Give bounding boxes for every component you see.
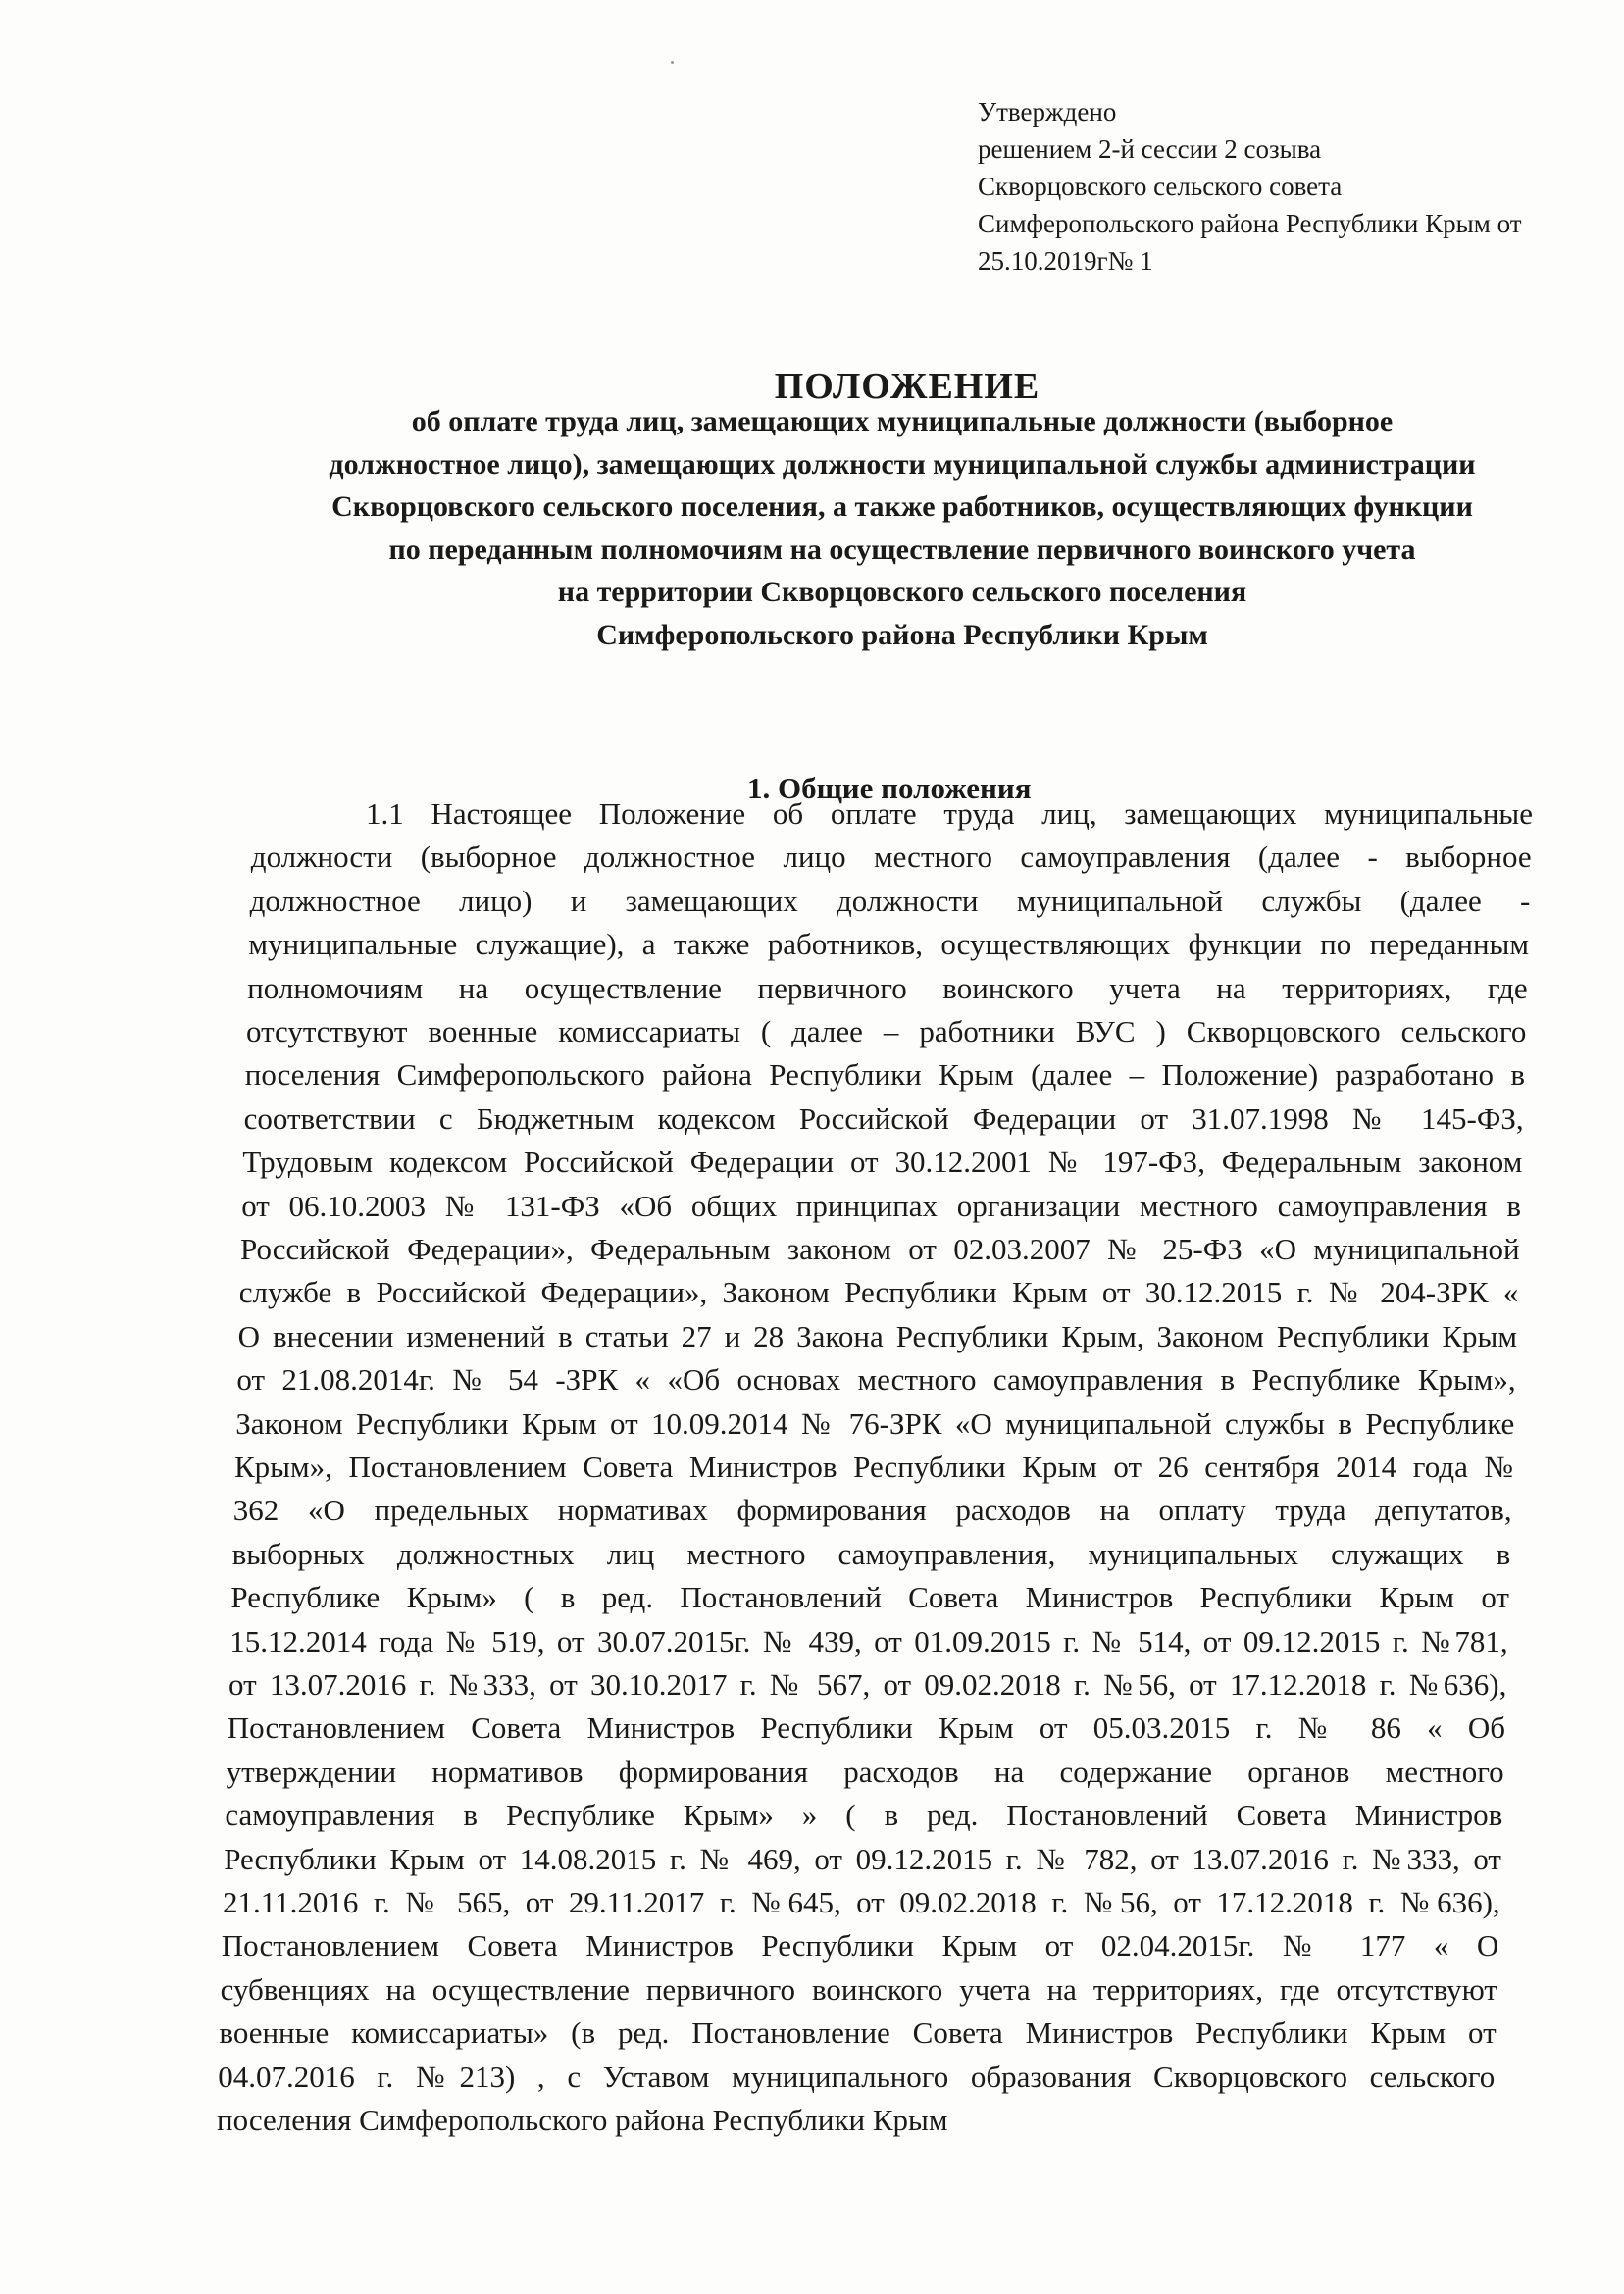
body-line: выборных должностных лиц местного самоуправления, муниципальных служащих в [231, 1536, 1511, 1571]
subtitle-line: Скворцовского сельского поселения, а также работников, осуществляющих функции [331, 490, 1473, 523]
approval-line: Утверждено [978, 97, 1117, 127]
body-line: самоуправления в Республике Крым» » ( в ред. Постановлений Совета Министров [225, 1798, 1503, 1833]
document-subtitle [245, 400, 1559, 656]
body-line: Постановлением Совета Министров Республики Крым от 05.03.2015 г. № 86 « Об [227, 1710, 1505, 1746]
body-line: 1.1 Настоящее Положение об оплате труда лиц, замещающих муниципальные [366, 796, 1533, 831]
body-line: должности (выборное должностное лицо местного самоуправления (далее - выборное [250, 840, 1532, 875]
body-line: должностное лицо) и замещающих должности муниципальной службы (далее - [249, 883, 1531, 918]
body-line: субвенциях на осуществление первичного воинского учета на территориях, где отсутствуют [220, 1971, 1497, 2007]
body-line: Законом Республики Крым от 10.09.2014 № 76-ЗРК «О муниципальной службы в Республике [235, 1405, 1515, 1441]
document-title: ПОЛОЖЕНИЕ [774, 366, 1040, 407]
body-line: 15.12.2014 года № 519, от 30.07.2015г. № 439, от 01.09.2015 г. № 514, от 09.12.2015 г. №781, [229, 1623, 1508, 1658]
body-line: соответствии с Бюджетным кодексом Российской Федерации от 31.07.1998 № 145-ФЗ, [243, 1100, 1524, 1136]
body-line: службе в Российской Федерации», Законом Республики Крым от 30.12.2015 г. № 204-ЗРК « [238, 1275, 1519, 1310]
body-line: поселения Симферопольского района Республики Крым (далее – Положение) разработано в [244, 1057, 1525, 1093]
section-heading: 1. Общие положения [747, 771, 1032, 805]
body-line: 04.07.2016 г. №213) , с Уставом муниципального образования Скворцовского сельского [218, 2059, 1496, 2094]
subtitle-line: Симферопольского района Республики Крым [596, 618, 1208, 651]
body-line: Трудовым кодексом Российской Федерации от 30.12.2001 № 197-ФЗ, Федеральным законом [242, 1145, 1523, 1180]
body-line: 362 «О предельных нормативах формирования расходов на оплату труда депутатов, [232, 1493, 1512, 1528]
body-line: отсутствуют военные комиссариаты ( далее – работники ВУС ) Скворцовского сельского [246, 1014, 1527, 1048]
approval-line: 25.10.2019г№ 1 [978, 246, 1153, 276]
body-line: от 13.07.2016 г. №333, от 30.10.2017 г. № 567, от 09.02.2018 г. №56, от 17.12.2018 г. №636), [228, 1667, 1507, 1702]
body-line: военные комиссариаты» (в ред. Постановление Совета Министров Республики Крым от [219, 2015, 1497, 2051]
body-line: Республики Крым от 14.08.2015 г. № 469, от 09.12.2015 г. № 782, от 13.07.2016 г. №333, от [224, 1841, 1501, 1876]
body-line: Республике Крым» ( в ред. Постановлений Совета Министров Республики Крым от [230, 1580, 1509, 1615]
body-line: утверждении нормативов формирования расходов на содержание органов местного [226, 1754, 1504, 1789]
approval-line: Симферопольского района Республики Крым от [978, 209, 1522, 238]
approval-stamp-block [978, 93, 1522, 280]
body-line: от 21.08.2014г. № 54 -ЗРК « «Об основах местного самоуправления в Республике Крым», [236, 1362, 1516, 1398]
approval-line: решением 2-й сессии 2 созыва [978, 134, 1322, 164]
body-line: муниципальные служащие), а также работников, осуществляющих функции по переданным [248, 927, 1529, 962]
subtitle-line: должностное лицо), замещающих должности муниципальной службы администрации [329, 447, 1476, 481]
subtitle-line: об оплате труда лиц, замещающих муниципальные должности (выборное [411, 405, 1394, 437]
body-line: от 06.10.2003 № 131-ФЗ «Об общих принципах организации местного самоуправления в [241, 1188, 1521, 1223]
subtitle-line: на территории Скворцовского сельского поселения [557, 576, 1247, 608]
subtitle-line: по переданным полномочиям на осуществление первичного воинского учета [388, 533, 1416, 566]
approval-line: Скворцовского сельского совета [978, 172, 1343, 201]
body-line: поселения Симферопольского района Республики Крым [217, 2103, 948, 2137]
body-line: Крым», Постановлением Совета Министров Республики Крым от 26 сентября 2014 года № [234, 1450, 1513, 1484]
body-line: Российской Федерации», Федеральным законом от 02.03.2007 № 25-ФЗ «О муниципальной [240, 1232, 1520, 1266]
body-line: Постановлением Совета Министров Республики Крым от 02.04.2015г. № 177 « О [221, 1928, 1499, 1963]
body-line: О внесении изменений в статьи 27 и 28 Закона Республики Крым, Законом Республики Крым [237, 1318, 1517, 1353]
body-line: полномочиям на осуществление первичного воинского учета на территориях, где [247, 970, 1528, 1005]
scan-speck [671, 61, 674, 64]
body-line: 21.11.2016 г. № 565, от 29.11.2017 г. №645, от 09.02.2018 г. №56, от 17.12.2018 г. №636), [223, 1885, 1500, 1919]
